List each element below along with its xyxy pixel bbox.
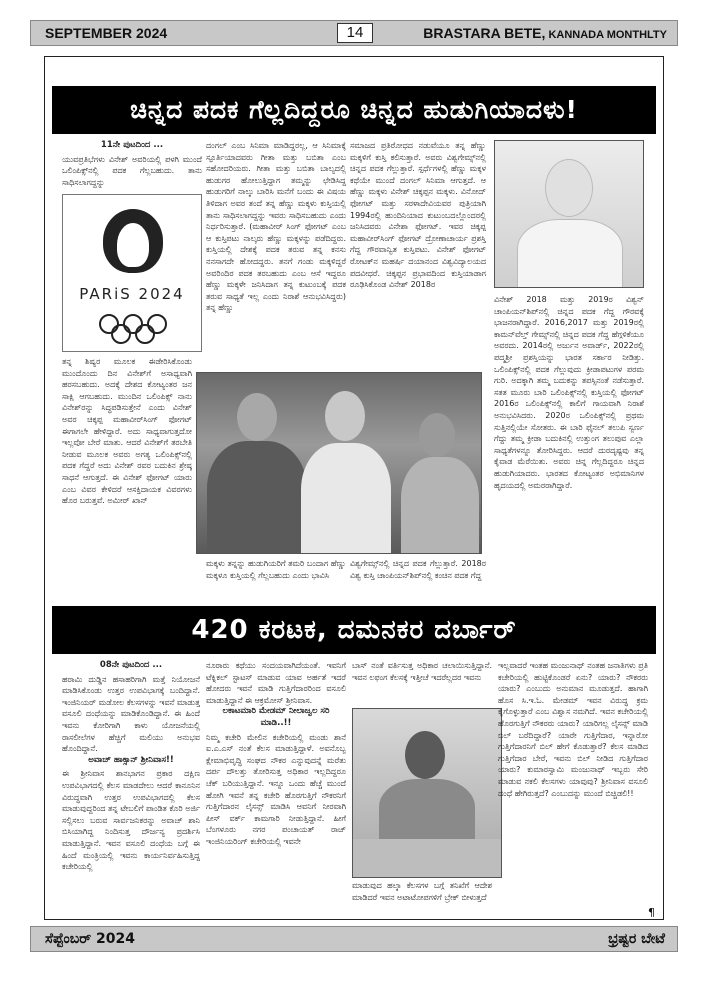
footer-publication: ಭ್ರಷ್ಟರ ಬೇಟೆ	[608, 931, 665, 947]
article2-col4: ಇಲ್ಲವಾದರೆ ಇಂತಹ ಮಂಜುನಾಥ್ ನಂತಹ ಜನಾತಿಗಳು ಪ್ರತಿ ಕಚೇರಿಯಲ್ಲಿ ಹುಟ್ಟಿಕೊಂಡರೆ ಏನು? ಯಾರು? ನೌಕರರು ಯಾರು? ಎಂಬುದು ಅನುಮಾನ ಮೂಡುತ್ತದೆ. ಹಾಗಾಗಿ ಹೊಸ ಸಿ.ಇ.ಓ. ಮೇಡಮ್ ಇವನ ವಿರುದ್ಧ ಕ್ರಮ ಕೈಗೊಳ್ಳುತ್ತಾರೆ ಎಂಬ ವಿಶ್ವಾಸ ನಮಗಿದೆ. ಇವನ ಕಚೇರಿಯಲ್ಲಿ ಹೊರಗುತ್ತಿಗೆ ನೌಕರರು ಯಾರು? ಯಾರಿಗಲ್ಲ ಲೈಸನ್ಸ್ ಮಾಡಿ ಬಿಲ್ ಬರೆದಿದ್ದಾರೆ? ಯಾರೇ ಗುತ್ತಿಗೆದಾರ, ಇನ್ನಾರೋ ಗುತ್ತಿಗೆದಾರನಿಗೆ ಬಿಲ್ ಹೇಗೆ ಕೊಡುತ್ತಾರೆ? ಕೆಲಸ ಮಾಡಿದ ಗುತ್ತಿಗೆದಾರ ಬೇರೆ, ಇವನು ಬಿಲ್ ನೀಡಿದ ಗುತ್ತಿಗೆದಾರ ಯಾರು? ಕುಮಾರಸ್ವಾಮಿ ಮಂಜುನಾಥ್ ಇಬ್ಬರು ಸೇರಿ ಮಾಡುವ ನಕಲಿ ಕೆಲಸಗಳು ಯಾವುವು? ಶ್ರೀನಿವಾಸ ವಸೂಲಿ ದಂಧೆ ಹೇಗಿರುತ್ತದೆ? ಎಂಬುದನ್ನು ಮುಂದೆ ಬಿಚ್ಚಿಡಲಿ!!	[498, 661, 648, 798]
article1-col3-bottom: ವಿಶ್ವಗೇಮ್ಸ್‌ನಲ್ಲಿ ಚಿನ್ನದ ಪದಕ ಗೆಲ್ಲುತ್ತಾರೆ. 2018ರ ವಿಶ್ವ ಕುಸ್ತಿ ಚಾಂಪಿಯನ್‌ಶಿಪ್‌ನಲ್ಲಿ ಕಂಚಿನ ಪದಕ ಗೆದ್ದ	[350, 559, 486, 580]
page-header	[30, 20, 678, 46]
article1-col1-bottom: ತನ್ನ ಶಿಷ್ಯರ ಮೂಲಕ ಈಡೇರಿಸಿಕೊಂಡು ಮುಂದೊಂದು ದಿನ ವಿನೇಶ್‌ಗೆ ಅಸಾಧ್ಯವಾಗಿ ಹರಸಬಹುದು. ಅದಕ್ಕೆ ದೇಶದ ಕೋಟ್ಯಂತರ ಜನ ಸಾಕ್ಷಿ ಆಗಬಹುದು. ಮುಂದಿನ ಒಲಿಂಪಿಕ್ಸ್ ನಾನು ವಿನೇಶ್‌ರನ್ನು ಸಿದ್ಧಪಡಿಸುತ್ತೇನೆ ಎಂದು ವಿನೇಶ್ ಅವರ ಚಿಕ್ಕಪ್ಪ ಮಹಾವೀರ್‌ಸಿಂಗ್ ಫೋಗಟ್ ಈಗಾಗಲೇ ಹೇಳಿದ್ದಾರೆ. ಅದು ಸಾಧ್ಯವಾಗುತ್ತದೋ ಇಲ್ಲವೋ ಬೇರೆ ಮಾತು. ಆದರೆ ವಿನೇಶ್‌ಗೆ ತರಬೇತಿ ನೀಡುವ ಮೂಲಕ ಅವರು ಅಗತ್ಯ ಒಲಿಂಪಿಕ್ಸ್‌ನಲ್ಲಿ ಪದಕ ಗೆದ್ದರೆ ಅದು ವಿನೇಶ್ ರವರ ಬದುಕಿನ ಶ್ರೇಷ್ಠ ಸಾಧನೆ ಆಗುತ್ತದೆ. ಈ ವಿನೇಶ್ ಫೋಗಟ್ ಯಾರು ಎಂಬ ವಿವರ ಕೇಳಿದರೆ ಆಸಕ್ತಿದಾಯಕ ವಿವರಗಳು ಹೊರ ಬರುತ್ತವೆ. ಅಮೀರ್ ಖಾನ್	[62, 357, 192, 506]
article2-col1: 08ನೇ ಪುಟದಿಂದ ... ಹರಾಮಿ ದುಡ್ಡಿನ ಹಸಾಹರಿಗಾಗಿ ಮತ್ತೆ ನಿಯೋಜನೆ ಮಾಡಿಸಿಕೊಂಡು ಉತ್ತರ ಉಪವಿಭಾಗಕ್ಕೆ ಬಂದಿದ್ದಾನೆ. ಇಂಜಿನಿಯರ್ ಮಡೋಲ ಕೆಲಸಗಳನ್ನು ಇವನೆ ಮಾಡುತ್ತ ವಸೂಲಿ ದಂಧೆಯನ್ನು ಮಾಡಿಕೊಂಡಿದ್ದಾನೆ. ಈ ಹಿಂದೆ ಇವನು ಕೋರಿಗಾಗಿ ಕಾಳು ಯೋಜನೆಯಲ್ಲಿ ರಾಸಲೀಲೆಗಳ ಹೆಚ್ಚಿಗೆ ಮಲಿಯು ಅನುಭವ ಹೊಂದಿದ್ದಾನೆ. ಅವಾಚ್ ಹಾಕ್ಸಾನ್ ಶ್ರೀನಿವಾಸ!! ಈ ಶ್ರೀನಿವಾಸ ಶಾನಭಾಗನ ಪ್ರಕಾರ ದಕ್ಷಿಣ ಉಪವಿಭಾಗದಲ್ಲಿ ಕೆಲಸ ಮಾಡದೇಲು ಆದರೆ ಕಾನೂನಿನ ವಿರುದ್ಧವಾಗಿ ಉತ್ತರ ಉಪವಿಭಾಗದಲ್ಲಿ ಕೆಲಸ ಮಾಡುವುದ್ದರಿಂದ ತನ್ನ ಟೇಬಲಿಗೆ ಪಾಂಡಿತ ಕೊರಿ ಅರ್ಜಿ ಸಲ್ಲಿಸಲು ಬರುವ ಸಾರ್ವಜನಿಕರನ್ನು ಅವಾಚ್ ಶಾನಿ ಬಿಸಿಯಾಗಿದ್ದ ನಿಂದಿಸುತ್ತ ದೌರ್ಜನ್ಯ ಪ್ರದರ್ಶಿಸಿ ಮಾಡುತ್ತಿದ್ದಾನೆ. ಇವನ ವಸೂಲಿ ದಂಧೆಯ ಬಗ್ಗೆ ಈ ಹಿಂದೆ ಮಂತ್ರಿಯಲ್ಲಿ ಇವನು ಕಾರ್ಯನಿರ್ವಹಿಸುತ್ತಿದ್ದ ಕಚೇರಿಯಲ್ಲಿ	[62, 660, 200, 872]
continued-label: 11ನೇ ಪುಟದಿಂದ ...	[100, 140, 164, 150]
olympic-flame-icon	[103, 209, 163, 273]
article1-headline: ಚಿನ್ನದ ಪದಕ ಗೆಲ್ಲದಿದ್ದರೂ ಚಿನ್ನದ ಹುಡುಗಿಯಾದಳು!	[52, 86, 656, 134]
article1-col4: ವಿನೇಶ್ 2018 ಮತ್ತು 2019ರ ವಿಶ್ವನ್ ಚಾಂಪಿಯನ್‌ಶಿಪ್‌ನಲ್ಲಿ ಚಿನ್ನದ ಪದಕ ಗೆದ್ದ ಗೌರವಕ್ಕೆ ಭಾಜನರಾಗಿದ್ದಾರೆ. 2016,2017 ಮತ್ತು 2019ರಲ್ಲಿ ಕಾಮನ್‌ವೆಲ್ತ್ ಗೇಮ್ಸ್‌ನಲ್ಲಿ ಚಿನ್ನದ ಪದಕ ಗೆದ್ದ ಹೆಗ್ಗಳಿಕೆಯೂ ಅವರದು. 2014ರಲ್ಲಿ ಅರ್ಜುನ ಅವಾರ್ಡ್, 2022ರಲ್ಲಿ ಪದ್ಮಶ್ರೀ ಪ್ರಶಸ್ತಿಯನ್ನು ಭಾರತ ಸರ್ಕಾರ ನೀಡಿತ್ತು. ಒಲಿಂಪಿಕ್ಸ್‌ನಲ್ಲಿ ಪದಕ ಗೆಲ್ಲುವುದು ಕ್ರೀಡಾಪಟುಗಳ ಪರಮ ಗುರಿ. ಅದಕ್ಕಾಗಿ ತಮ್ಮ ಬದುಕನ್ನು ತಪಸ್ಸಿನಂತೆ ನಡೆಸುತ್ತಾರೆ. ಸತತ ಮೂರು ಬಾರಿ ಒಲಿಂಪಿಕ್ಸ್‌ನಲ್ಲಿ ಕುಸ್ತಿಯಲ್ಲಿ ಫೋಗಟ್ 2016ರ ಒಲಿಂಪಿಕ್ಸ್‌ನಲ್ಲಿ ಕಾಲಿಗೆ ಗಾಯವಾಗಿ ನಿರಾಶೆ ಅನುಭವಿಸಿದರು. 2020ರ ಒಲಿಂಪಿಕ್ಸ್‌ನಲ್ಲಿ ಪ್ರಥಮ ಸುತ್ತಿನಲ್ಲಿಯೇ ಸೋತರು. ಈ ಬಾರಿ ಫೈನಲ್ ತಲುಪಿ ಸ್ವರ್ಣ ಗೆದ್ದು ತಮ್ಮ ಕ್ರೀಡಾ ಬದುಕಿನಲ್ಲಿ ಉತ್ತುಂಗ ತಲುಪುವ ಎಲ್ಲಾ ಸಾಧ್ಯತೆಗಳನ್ನೂ ತೋರಿಸಿದ್ದರು. ಆದರೆ ದುರದೃಷ್ಟವು ತನ್ನ ಕೈವಾಡ ಮೆರೆಯಿತು. ಅವರು ಚಿನ್ನ ಗೆಲ್ಲದಿದ್ದರೂ ಚಿನ್ನದ ಹುಡುಗಿಯಾದರು. ಭಾರತದ ಕೋಟ್ಯಂತರ ಅಭಿಮಾನಿಗಳ ಹೃದಯದಲ್ಲಿ ಅಮರರಾಗಿದ್ದಾರೆ.	[494, 295, 644, 490]
official-at-desk-photo	[352, 708, 502, 878]
continued-label-2: 08ನೇ ಪುಟದಿಂದ ...	[99, 660, 163, 670]
footer-date: ಸೆಪ್ಟೆಂಬರ್ 2024	[45, 931, 135, 947]
article2-headline: 420 ಕರಟಕ, ದಮನಕರ ದರ್ಬಾರ್	[52, 606, 656, 654]
article1-col1-top: 11ನೇ ಪುಟದಿಂದ ... ಯುವಪ್ರತಿಭೆಗಳು ವಿನೇಶ್ ಅವರಿಯಲ್ಲಿ ಪಳಗಿ ಮುಂದೆ ಒಲಿಂಪಿಕ್ಸ್‌ನಲ್ಲಿ ಪದಕ ಗೆಲ್ಲಬಹುದು. ತಾನು ಸಾಧಿಸಲಾಗದ್ದನ್ನು	[62, 140, 202, 187]
issue-date: SEPTEMBER 2024	[45, 25, 168, 41]
article2-col3-top: ಬಾಸ್ ನಂತೆ ವರ್ತಿಸುತ್ತ ಅಧಿಕಾರ ಚಲಾಯಿಸುತ್ತಿದ್ದಾನೆ. ಇವನ ಲಫಂಗ ಕೆಲಸಕ್ಕೆ ಇತ್ತೀಚೆ ಇದರೆಲ್ಲದರ ಇವನು	[352, 661, 492, 682]
publication-name: BRASTARA BETE, KANNADA MONTHLTY	[423, 25, 667, 41]
article1-col3-top: ಸಮಾಜದ ಪ್ರತಿರೋಧದ ನಡುವೆಯೂ ತನ್ನ ಹೆಣ್ಣು ಮಕ್ಕಳಿಗೆ ಕುಸ್ತಿ ಕಲಿಸುತ್ತಾರೆ. ಅವರು ವಿಶ್ವಗೇಮ್ಸ್‌ನಲ್ಲಿ ಚಿನ್ನದ ಪದಕ ಗೆಲ್ಲುತ್ತಾರೆ. ಸ್ಪರ್ಧೆಗಳಲ್ಲಿ ಹೆಣ್ಣು ಮಕ್ಕಳ ಕಥೆಯೇ ಮುಂದೆ ದಂಗಲ್ ಸಿನಿಮಾ ಆಗುತ್ತದೆ. ಆ ಹೆಣ್ಣು ಮಕ್ಕಳು ವಿನೇಶ್ ಚಿಕ್ಕಪ್ಪನ ಮಕ್ಕಳು. ವಿನೋದ್ ಫೋಗಟ್ ಮತ್ತು ಸರಳಾದೇವಿಯವರ ಪುತ್ರಿಯಾಗಿ 1994ರಲ್ಲಿ ಹುಂದಿನಿಯಾದ ಕುಟುಂಬದಲ್ಲೊಂದರಲ್ಲಿ ಜನಿಸಿದವರು ವಿನೇಶಾ ಫೋಗಟ್. ಇವರ ಚಿಕ್ಕಪ್ಪ ಮಹಾವೀರ್‌ಸಿಂಗ್ ಫೋಗಟ್ ದ್ರೋಣಾಚಾರ್ಯ ಪ್ರಶಸ್ತಿ ಗೆದ್ದ ಗೌರವಾನ್ವಿತ ಕುಸ್ತಿಪಟು. ವಿನೇಶ್ ಫೋಗಟ್ ರೋಟಕ್‌ನ ಮಹರ್ಷಿ ದಯಾನಂದ ವಿಶ್ವವಿದ್ಯಾಲಯದ ಪದವೀಧರೆ. ಚಿಕ್ಕಪ್ಪನ ಪ್ರಭಾವದಿಂದ ಕುಸ್ತಿಯಾಡಾಗ ರೂಢಿಸಿಕೊಂಡ ವಿನೇಶ್ 2018ರ	[350, 141, 486, 290]
olympic-rings-icon	[97, 313, 169, 345]
page-number: 14	[337, 23, 373, 43]
article2-col3-bottom: ಮಾಡುವುದ ಹಲ್ಕಾ ಕೆಲಸಗಳ ಬಗ್ಗೆ ತನಿಖೆಗೆ ಆದೇಶ ಮಾಡಿದರೆ ಇವನ ಅಟಾಟೋಪಗಳಿಗೆ ಬ್ರೇಕ್ ಬೀಳುತ್ತದೆ	[352, 881, 492, 902]
logo-text: PARiS 2024	[79, 285, 185, 303]
article2-col2: ನೂರಾರು ಕಥೆಯು ಸಂದಯವಾಗಿದೆಯಂತೆ. ಇವನಿಗೆ ಟೆಕ್ನಿಕಲ್ ಸ್ಟಾಟಸ್ ಮಾಡುವ ಯಾವ ಅರ್ಹತೆ ಇದರೆ ಹೋದರು ಇವನೆ ಮಾಡಿ ಗುತ್ತಿಗೆದಾರರಿಂದ ವಸೂಲಿ ಮಾಡುತ್ತಿದ್ದಾನೆ ಈ ಆಕ್ರಮೋಸ್ ಶ್ರೀನಿವಾಸ. ಲಕಾಟಮಾರಿ ಮೇಡಮ್ ನೀಲಾಜ್ವಲ ಸರಿ ಮಾಡಿ..!! ನಿಮ್ಮ ಕಚೇರಿ ಮೇಲಿನ ಕಚೇರಿಯಲ್ಲಿ ಮಂಡು ಶಾನೆ ಐ.ಎ.ಎಸ್ ನಂತೆ ಕೆಲಸ ಮಾಡುತ್ತಿದ್ದಾಳೆ. ಅವನೊಬ್ಬ ಕ್ಷೇಮಾಭಿವೃದ್ಧಿ ಸಂಘದ ನೌಕರ ಎನ್ನುವುದನ್ನೆ ಮರೆತು ದರ್ಪ ದೌಲತ್ತು ತೋರಿಸುತ್ತ ಅಧಿಕಾರ ಇಲ್ಲದಿದ್ದರೂ ಚೆಕ್ ಬರಿಯುತ್ತಿದ್ದಾನೆ. ಇನ್ನೂ ಒಂದು ಹೆಚ್ಚೆ ಮುಂದೆ ಹೋಗಿ ಇವನೆ ತನ್ನ ಕಚೇರಿ ಹೊರಗುತ್ತಿಗೆ ನೌಕರನಿಗೆ ಗುತ್ತಿಗೆದಾರನ ಲೈಸನ್ಸ್ ಮಾಡಿಸಿ ಆವನಿಗೆ ನೀರವಾಗಿ ಪೀಸ್ ವರ್ಕ್ ಕಾಮಗಾರಿ ನೀಡುತ್ತಿದ್ದಾನೆ. ಹೀಗೆ ಬೆಂಗಳೂರು ನಗರ ಪಂಚಾಯತ್ ರಾಜ್ ಇಂಜಿನಿಯರಿಂಗ್ ಕಚೇರಿಯಲ್ಲಿ ಇವನೇ	[206, 661, 346, 846]
wrestlers-group-photo	[196, 372, 482, 554]
paris-2024-logo	[62, 194, 202, 352]
article1-col2-top: ದಂಗಲ್ ಎಂಬ ಸಿನಿಮಾ ಮಾಡಿದ್ದರಲ್ಲ, ಆ ಸಿನಿಮಾಕ್ಕೆ ಸ್ಫೂರ್ತಿಯಾದವರು ಗೀತಾ ಮತ್ತು ಬಬಿತಾ ಎಂಬ ಸಹೋದರಿಯರು. ಗೀತಾ ಮತ್ತು ಬಬಿತಾ ಬಾಲ್ಯದಲ್ಲಿ ಹುಡುಗರ ಹೋಲುತ್ತಿದ್ದಾಗ ತಮ್ಮನ್ನು ಛೇಡಿಸಿದ್ದ ಹುಡುಗರಿಗೆ ನಾಲ್ಕು ಬಾರಿಸಿ ಮನೆಗೆ ಬಂದು ಈ ವಿಷಯ ತಿಳಿದಾಗ ಅವರ ತಂದೆ ತನ್ನ ಹೆಣ್ಣು ಮಕ್ಕಳು ಕುಸ್ತಿಯಲ್ಲಿ ತಾನು ಸಾಧಿಸಲಾಗದ್ದನ್ನು ಇವರು ಸಾಧಿಸಬಹುದು ಎಂದು ನಿರ್ಧರಿಸುತ್ತಾರೆ. (ಮಹಾವೀರ್ ಸಿಂಗ್ ಫೋಗಟ್ ಎಂಬ ಆ ಕುಸ್ತಿಪಟು ನಾಲ್ಕರು ಹೆಣ್ಣು ಮಕ್ಕಳನ್ನು ಪಡೆದಿದ್ದರು. ಕುಸ್ತಿಯಲ್ಲಿ ದೇಶಕ್ಕೆ ಪದಕ ತರುವ ತನ್ನ ಕನಸು ನನಸಾಗದೇ ಹೋದದ್ದರು. ತನಗೆ ಗಂಡು ಮಕ್ಕಳಿದ್ದರೆ ಅವರಿಂದಿರ ಪದಕ ತರಬಹುದು ಎಂಬ ಆಸೆ ಇದ್ದರೂ ಹೆಣ್ಣು ಮಕ್ಕಳೇ ಜನಿಸಿದಾಗ ತನ್ನ ಕುಟುಂಬಕ್ಕೆ ಪದಕ ತರುವ ಸಾಧ್ಯತೆ ಇಲ್ಲ ಎಂದು ನಿರಾಶೆ ಆನುಭವಿಸಿದ್ದರು) ತನ್ನ ಹೆಣ್ಣು	[206, 141, 346, 313]
page-footer	[30, 926, 678, 952]
end-mark: ¶	[648, 906, 655, 919]
article1-col2-bottom: ಮಕ್ಕಳು ತನ್ನನ್ನು ಹುಡುಗಿಯರಿಗೆ ತಮರಿ ಬಂದಾಗ ಹೆಣ್ಣು ಮಕ್ಕಳೂ ಕುಸ್ತಿಯಲ್ಲಿ ಗೆಲ್ಲಬಹುದು ಎಂದು ಭಾವಿಸಿ	[206, 559, 346, 580]
portrait-photo	[494, 140, 644, 288]
